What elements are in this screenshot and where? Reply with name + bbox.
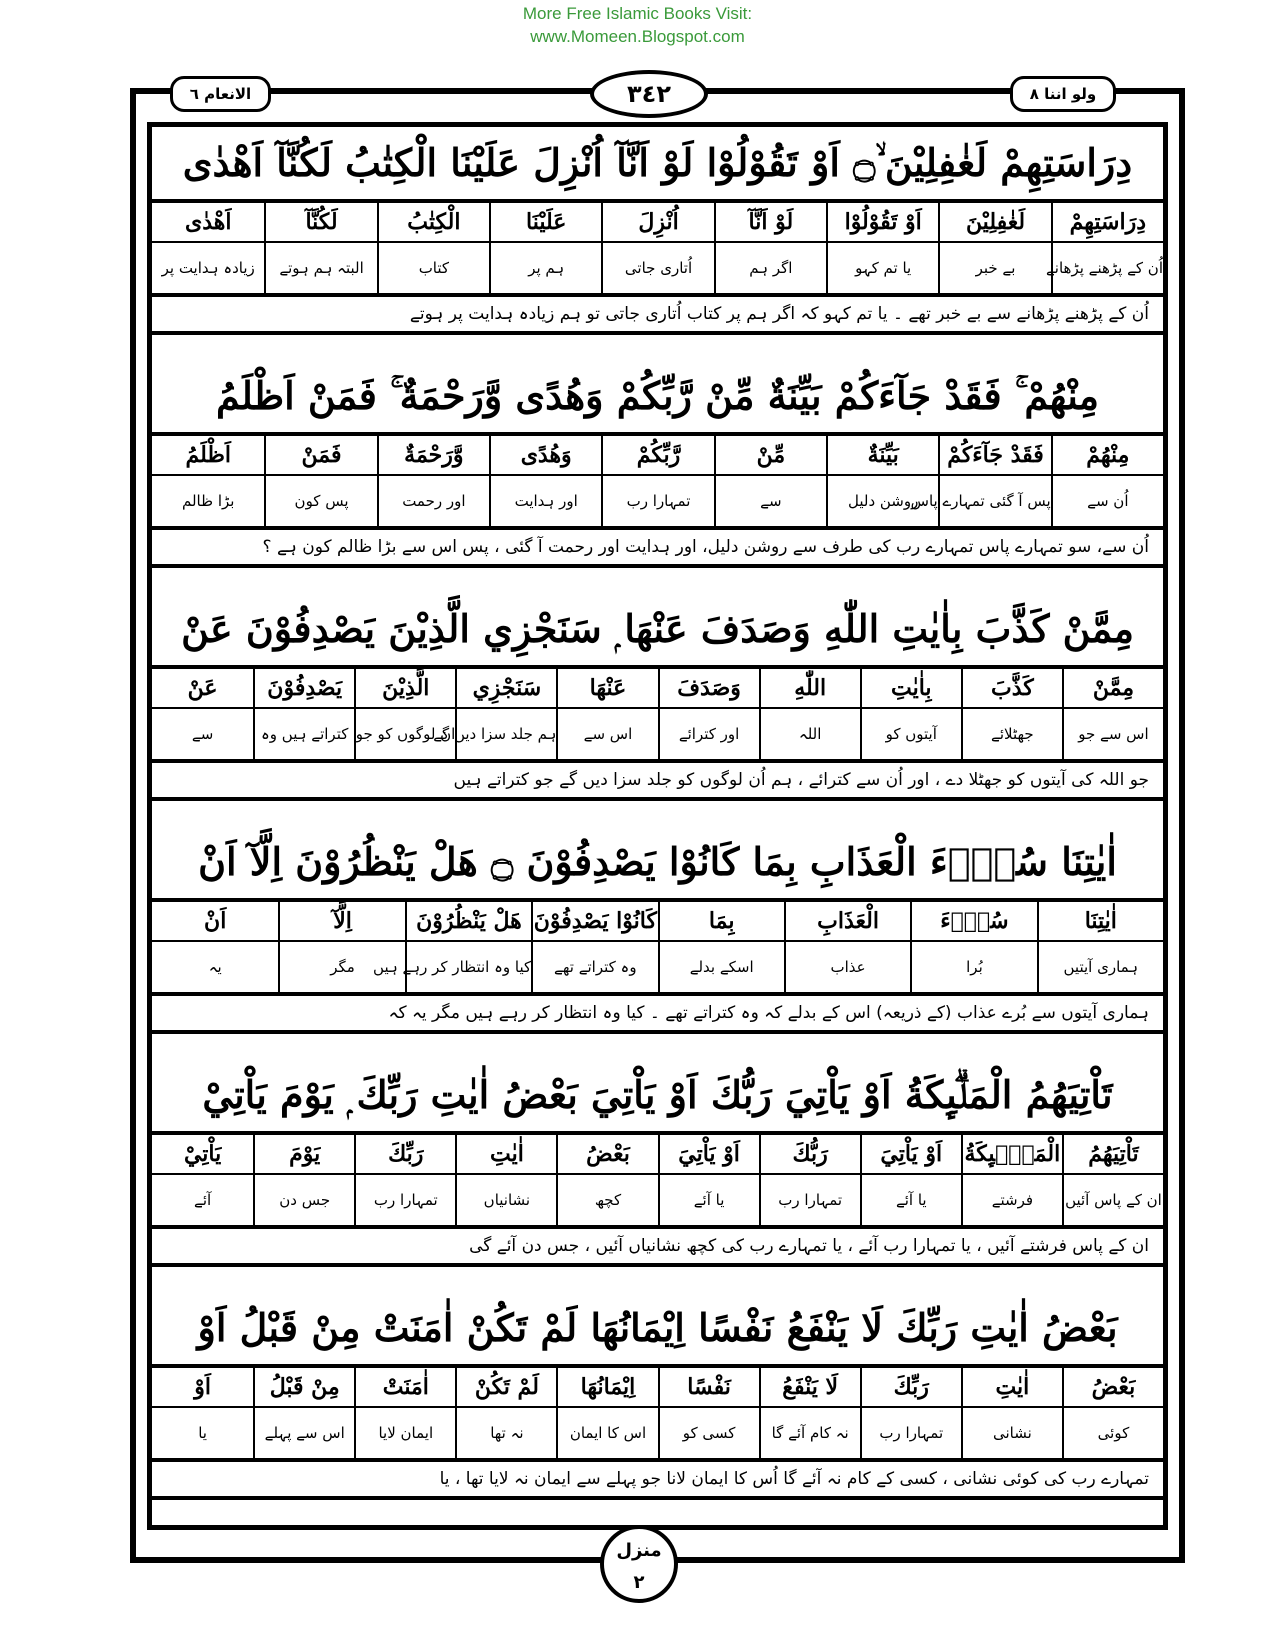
arabic-word: فَقَدْ جَآءَكُمْ (940, 436, 1050, 476)
word-column (556, 1368, 657, 1458)
urdu-word-meaning: اللہ (798, 725, 822, 743)
word-column (826, 436, 938, 526)
urdu-word-meaning: اُن کے پڑھنے پڑھانے (1046, 259, 1163, 277)
urdu-word-meaning: روشن دلیل (847, 492, 919, 510)
urdu-word-meaning: وہ کتراتے تھے (554, 958, 637, 976)
arabic-word: نَفْسًا (660, 1368, 759, 1408)
arabic-word: مِنْ قَبْلُ (255, 1368, 354, 1408)
urdu-word-meaning: جھٹلائے (991, 725, 1034, 743)
word-column (784, 902, 910, 992)
word-column (152, 669, 253, 759)
word-column (354, 1368, 455, 1458)
word-column (253, 669, 354, 759)
arabic-word: اَوْ يَاْتِيَ (660, 1135, 759, 1175)
word-column (455, 1368, 556, 1458)
arabic-word: الْمَلٰۗىِٕكَةُ (963, 1135, 1062, 1175)
arabic-verse-line: مِنْهُمْ ۚ فَقَدْ جَآءَكُمْ بَيِّنَةٌ مِّنْ رَّبِّكُمْ وَهُدًى وَّرَحْمَةٌ ۚ فَمَنْ اَظْلَمُ (152, 360, 1163, 436)
word-column (354, 1135, 455, 1225)
verse-block (152, 127, 1163, 360)
word-column (152, 1368, 253, 1458)
arabic-verse-line: دِرَاسَتِهِمْ لَغٰفِلِيْنَ ۙ۝ اَوْ تَقُوْلُوْا لَوْ اَنَّآ اُنْزِلَ عَلَيْنَا الْكِتٰبُ لَكُنَّآ اَهْدٰى (152, 127, 1163, 203)
word-column (152, 203, 264, 293)
arabic-word: عَلَيْنَا (491, 203, 601, 243)
urdu-translation-line: ہماری آیتوں سے بُرے عذاب (کے ذریعہ) اس کے بدلے کہ وہ کتراتے تھے ۔ کیا وہ انتظار کر رہے ہیں مگر یہ کہ (152, 992, 1163, 1034)
arabic-word: كَذَّبَ (963, 669, 1062, 709)
arabic-verse-line: تَاْتِيَهُمُ الْمَلٰۗىِٕكَةُ اَوْ يَاْتِيَ رَبُّكَ اَوْ يَاْتِيَ بَعْضُ اٰيٰتِ رَبِّكَ ۭ يَوْمَ يَاْتِيْ (152, 1059, 1163, 1135)
urdu-word-meaning: ہماری آیتیں (1063, 958, 1139, 976)
arabic-word: لَغٰفِلِيْنَ (940, 203, 1050, 243)
urdu-word-meaning: تمہارا رب (626, 492, 691, 510)
promo-line-1[interactable]: More Free Islamic Books Visit: (522, 4, 753, 23)
urdu-translation-line: اُن کے پڑھنے پڑھانے سے بے خبر تھے ۔ یا تم کہو کہ اگر ہم پر کتاب اُتاری جاتی تو ہم زیادہ ہدایت پر ہوتے (152, 293, 1163, 335)
arabic-word: الْكِتٰبُ (379, 203, 489, 243)
urdu-word-meaning: کسی کو (682, 1424, 736, 1442)
urdu-word-meaning: یا (198, 1424, 207, 1442)
urdu-word-meaning: یا تم کہو (855, 259, 912, 277)
urdu-word-meaning: اُتاری جاتی (624, 259, 693, 277)
word-column (759, 1135, 860, 1225)
word-column (489, 203, 601, 293)
word-column (961, 1135, 1062, 1225)
urdu-word-meaning: یہ (208, 958, 222, 976)
surah-label: الانعام ٦ (170, 76, 271, 112)
word-column (658, 902, 784, 992)
urdu-word-meaning: ان لوگوں کو جو (355, 725, 456, 743)
urdu-translation-line: اُن سے، سو تمہارے پاس تمہارے رب کی طرف سے روشن دلیل، اور ہدایت اور رحمت آ گئی ، پس اس سے بڑا ظالم کون ہے ؟ (152, 526, 1163, 568)
urdu-translation-line: جو اللہ کی آیتوں کو جھٹلا دے ، اور اُن سے کترائے ، ہم اُن لوگوں کو جلد سزا دیں گے جو کتراتے ہیں (152, 759, 1163, 801)
word-column (658, 1368, 759, 1458)
word-grid (152, 669, 1163, 759)
urdu-word-meaning: اور ہدایت (514, 492, 578, 510)
word-column (354, 669, 455, 759)
word-column (253, 1368, 354, 1458)
urdu-word-meaning: پس آ گئی تمہارے پاس (910, 492, 1051, 510)
arabic-word: اُنْزِلَ (603, 203, 713, 243)
para-label: ولو اننا ٨ (1010, 76, 1116, 112)
arabic-word: اللّٰهِ (761, 669, 860, 709)
urdu-word-meaning: اس سے پہلے (264, 1424, 345, 1442)
word-column (961, 669, 1062, 759)
word-column (910, 436, 1051, 526)
urdu-word-meaning: نشانی (992, 1424, 1032, 1442)
urdu-word-meaning: اُن سے (1087, 492, 1129, 510)
arabic-verse-line: مِمَّنْ كَذَّبَ بِاٰيٰتِ اللّٰهِ وَصَدَفَ عَنْهَا ۭ سَنَجْزِي الَّذِيْنَ يَصْدِفُوْنَ عَنْ (152, 593, 1163, 669)
word-column (1037, 902, 1163, 992)
arabic-word: وَهُدًى (491, 436, 601, 476)
word-column (152, 902, 278, 992)
urdu-word-meaning: اور کترائے (678, 725, 740, 743)
urdu-word-meaning: آیتوں کو (885, 725, 937, 743)
urdu-word-meaning: جس دن (279, 1191, 331, 1209)
word-column (152, 436, 264, 526)
arabic-word: دِرَاسَتِهِمْ (1053, 203, 1163, 243)
word-column (1062, 1135, 1163, 1225)
urdu-translation-line: تمہارے رب کی کوئی نشانی ، کسی کے کام نہ آئے گا اُس کا ایمان لانا جو پہلے سے ایمان نہ لایا تھا ، یا (152, 1458, 1163, 1500)
promo-line-2[interactable]: www.Momeen.Blogspot.com (530, 27, 745, 46)
urdu-word-meaning: مگر (330, 958, 355, 976)
arabic-verse-line: بَعْضُ اٰيٰتِ رَبِّكَ لَا يَنْفَعُ نَفْسًا اِيْمَانُهَا لَمْ تَكُنْ اٰمَنَتْ مِنْ قَبْلُ اَوْ (152, 1292, 1163, 1368)
arabic-word: لَا يَنْفَعُ (761, 1368, 860, 1408)
urdu-word-meaning: نشانیاں (483, 1191, 531, 1209)
arabic-word: الَّذِيْنَ (356, 669, 455, 709)
word-column (714, 436, 826, 526)
verse-block (152, 1059, 1163, 1292)
urdu-word-meaning: اگر ہم (749, 259, 793, 277)
arabic-word: اَهْدٰى (152, 203, 264, 243)
urdu-word-meaning: تمہارا رب (778, 1191, 843, 1209)
verse-block (152, 593, 1163, 826)
urdu-word-meaning: کتراتے ہیں وہ (261, 725, 349, 743)
urdu-word-meaning: زیادہ ہدایت پر (161, 259, 255, 277)
page-content (152, 127, 1163, 1525)
arabic-word: لَمْ تَكُنْ (457, 1368, 556, 1408)
arabic-word: رَبِّكَ (862, 1368, 961, 1408)
word-column (658, 669, 759, 759)
word-column (377, 436, 489, 526)
urdu-word-meaning: نہ کام آئے گا (771, 1424, 849, 1442)
urdu-word-meaning: البتہ ہم ہوتے (279, 259, 364, 277)
word-column (860, 669, 961, 759)
arabic-word: تَاْتِيَهُمُ (1064, 1135, 1163, 1175)
word-grid (152, 436, 1163, 526)
arabic-word: يَصْدِفُوْنَ (255, 669, 354, 709)
word-column (961, 1368, 1062, 1458)
word-column (531, 902, 657, 992)
manzil-badge (600, 1525, 678, 1603)
word-grid (152, 902, 1163, 992)
word-column (1062, 1368, 1163, 1458)
page-number: ٣٤٢ (590, 70, 708, 118)
urdu-word-meaning: کتاب (418, 259, 450, 277)
urdu-word-meaning: بڑا ظالم (181, 492, 235, 510)
arabic-word: اٰيٰتِنَا (1039, 902, 1163, 942)
arabic-word: اٰمَنَتْ (356, 1368, 455, 1408)
word-column (264, 436, 376, 526)
urdu-word-meaning: ہم پر (528, 259, 565, 277)
word-column (860, 1368, 961, 1458)
arabic-word: كَانُوْا يَصْدِفُوْنَ (533, 902, 657, 942)
word-column (938, 203, 1050, 293)
arabic-word: بَعْضُ (1064, 1368, 1163, 1408)
word-column (826, 203, 938, 293)
urdu-word-meaning: بُرا (966, 958, 983, 976)
urdu-word-meaning: اسکے بدلے (689, 958, 754, 976)
urdu-word-meaning: ہم جلد سزا دیں گے (433, 725, 557, 743)
arabic-word: بِاٰيٰتِ (862, 669, 961, 709)
arabic-word: اَظْلَمُ (152, 436, 264, 476)
word-column (433, 669, 557, 759)
arabic-word: اٰيٰتِ (457, 1135, 556, 1175)
word-column (152, 1135, 253, 1225)
arabic-word: هَلْ يَنْظُرُوْنَ (407, 902, 531, 942)
word-column (556, 1135, 657, 1225)
urdu-word-meaning: یا آئے (895, 1191, 927, 1209)
urdu-word-meaning: کوئی (1097, 1424, 1130, 1442)
urdu-word-meaning: فرشتے (991, 1191, 1034, 1209)
urdu-word-meaning: بے خبر (975, 259, 1016, 277)
word-column (556, 669, 657, 759)
urdu-word-meaning: سے (760, 492, 782, 510)
urdu-word-meaning: تمہارا رب (879, 1424, 944, 1442)
word-column (759, 669, 860, 759)
word-column (1051, 436, 1163, 526)
arabic-word: سُوْۗءَ (912, 902, 1036, 942)
arabic-word: يَاْتِيْ (152, 1135, 253, 1175)
arabic-word: عَنْ (152, 669, 253, 709)
urdu-word-meaning: اس کا ایمان (569, 1424, 647, 1442)
arabic-word: مِمَّنْ (1064, 669, 1163, 709)
arabic-word: سَنَجْزِي (457, 669, 556, 709)
urdu-word-meaning: اس سے جو (1078, 725, 1149, 743)
verse-block (152, 1292, 1163, 1525)
word-grid (152, 1368, 1163, 1458)
word-column (278, 902, 404, 992)
urdu-word-meaning: نہ تھا (490, 1424, 524, 1442)
urdu-word-meaning: تمہارا رب (373, 1191, 438, 1209)
word-column (1062, 669, 1163, 759)
arabic-word: بِمَا (660, 902, 784, 942)
arabic-word: فَمَنْ (266, 436, 376, 476)
manzil-label: منزل (616, 1540, 662, 1561)
word-column (455, 1135, 556, 1225)
word-column (601, 436, 713, 526)
word-column (377, 203, 489, 293)
urdu-word-meaning: ایمان لایا (378, 1424, 434, 1442)
arabic-word: اَوْ يَاْتِيَ (862, 1135, 961, 1175)
arabic-word: اَوْ تَقُوْلُوْا (828, 203, 938, 243)
urdu-word-meaning: ان کے پاس آئیں (1065, 1191, 1162, 1209)
urdu-word-meaning: عذاب (830, 958, 866, 976)
word-column (373, 902, 532, 992)
word-column (910, 902, 1036, 992)
verse-block (152, 360, 1163, 593)
arabic-word: اِلَّآ (280, 902, 404, 942)
urdu-translation-line: ان کے پاس فرشتے آئیں ، یا تمہارا رب آئے ، یا تمہارے رب کی کچھ نشانیاں آئیں ، جس دن آئے گی (152, 1225, 1163, 1267)
arabic-word: عَنْهَا (558, 669, 657, 709)
urdu-word-meaning: کچھ (594, 1191, 622, 1209)
arabic-word: لَكُنَّآ (266, 203, 376, 243)
word-column (601, 203, 713, 293)
word-column (489, 436, 601, 526)
arabic-verse-line: اٰيٰتِنَا سُوْۗءَ الْعَذَابِ بِمَا كَانُوْا يَصْدِفُوْنَ ۝ هَلْ يَنْظُرُوْنَ اِلَّآ اَنْ (152, 826, 1163, 902)
arabic-word: بَعْضُ (558, 1135, 657, 1175)
arabic-word: رَّبِّكُمْ (603, 436, 713, 476)
verse-block (152, 826, 1163, 1059)
arabic-word: اِيْمَانُهَا (558, 1368, 657, 1408)
urdu-word-meaning: سے (191, 725, 214, 743)
word-column (759, 1368, 860, 1458)
manzil-number: ٢ (633, 1572, 645, 1593)
urdu-word-meaning: یا آئے (693, 1191, 725, 1209)
urdu-word-meaning: اور رحمت (402, 492, 466, 510)
word-column (714, 203, 826, 293)
arabic-word: يَوْمَ (255, 1135, 354, 1175)
word-column (264, 203, 376, 293)
arabic-word: اٰيٰتِ (963, 1368, 1062, 1408)
word-grid (152, 1135, 1163, 1225)
word-grid (152, 203, 1163, 293)
word-column (658, 1135, 759, 1225)
arabic-word: لَوْ اَنَّآ (716, 203, 826, 243)
arabic-word: بَيِّنَةٌ (828, 436, 938, 476)
word-column (860, 1135, 961, 1225)
arabic-word: مِنْهُمْ (1053, 436, 1163, 476)
urdu-word-meaning: کیا وہ انتظار کر رہے ہیں (373, 958, 532, 976)
word-column (1046, 203, 1163, 293)
urdu-word-meaning: پس کون (294, 492, 349, 510)
arabic-word: وَصَدَفَ (660, 669, 759, 709)
arabic-word: رَبُّكَ (761, 1135, 860, 1175)
arabic-word: اَنْ (152, 902, 278, 942)
arabic-word: رَبِّكَ (356, 1135, 455, 1175)
word-column (253, 1135, 354, 1225)
arabic-word: الْعَذَابِ (786, 902, 910, 942)
arabic-word: وَّرَحْمَةٌ (379, 436, 489, 476)
urdu-word-meaning: اس سے (583, 725, 633, 743)
arabic-word: مِّنْ (716, 436, 826, 476)
urdu-word-meaning: آئے (194, 1191, 212, 1209)
arabic-word: اَوْ (152, 1368, 253, 1408)
